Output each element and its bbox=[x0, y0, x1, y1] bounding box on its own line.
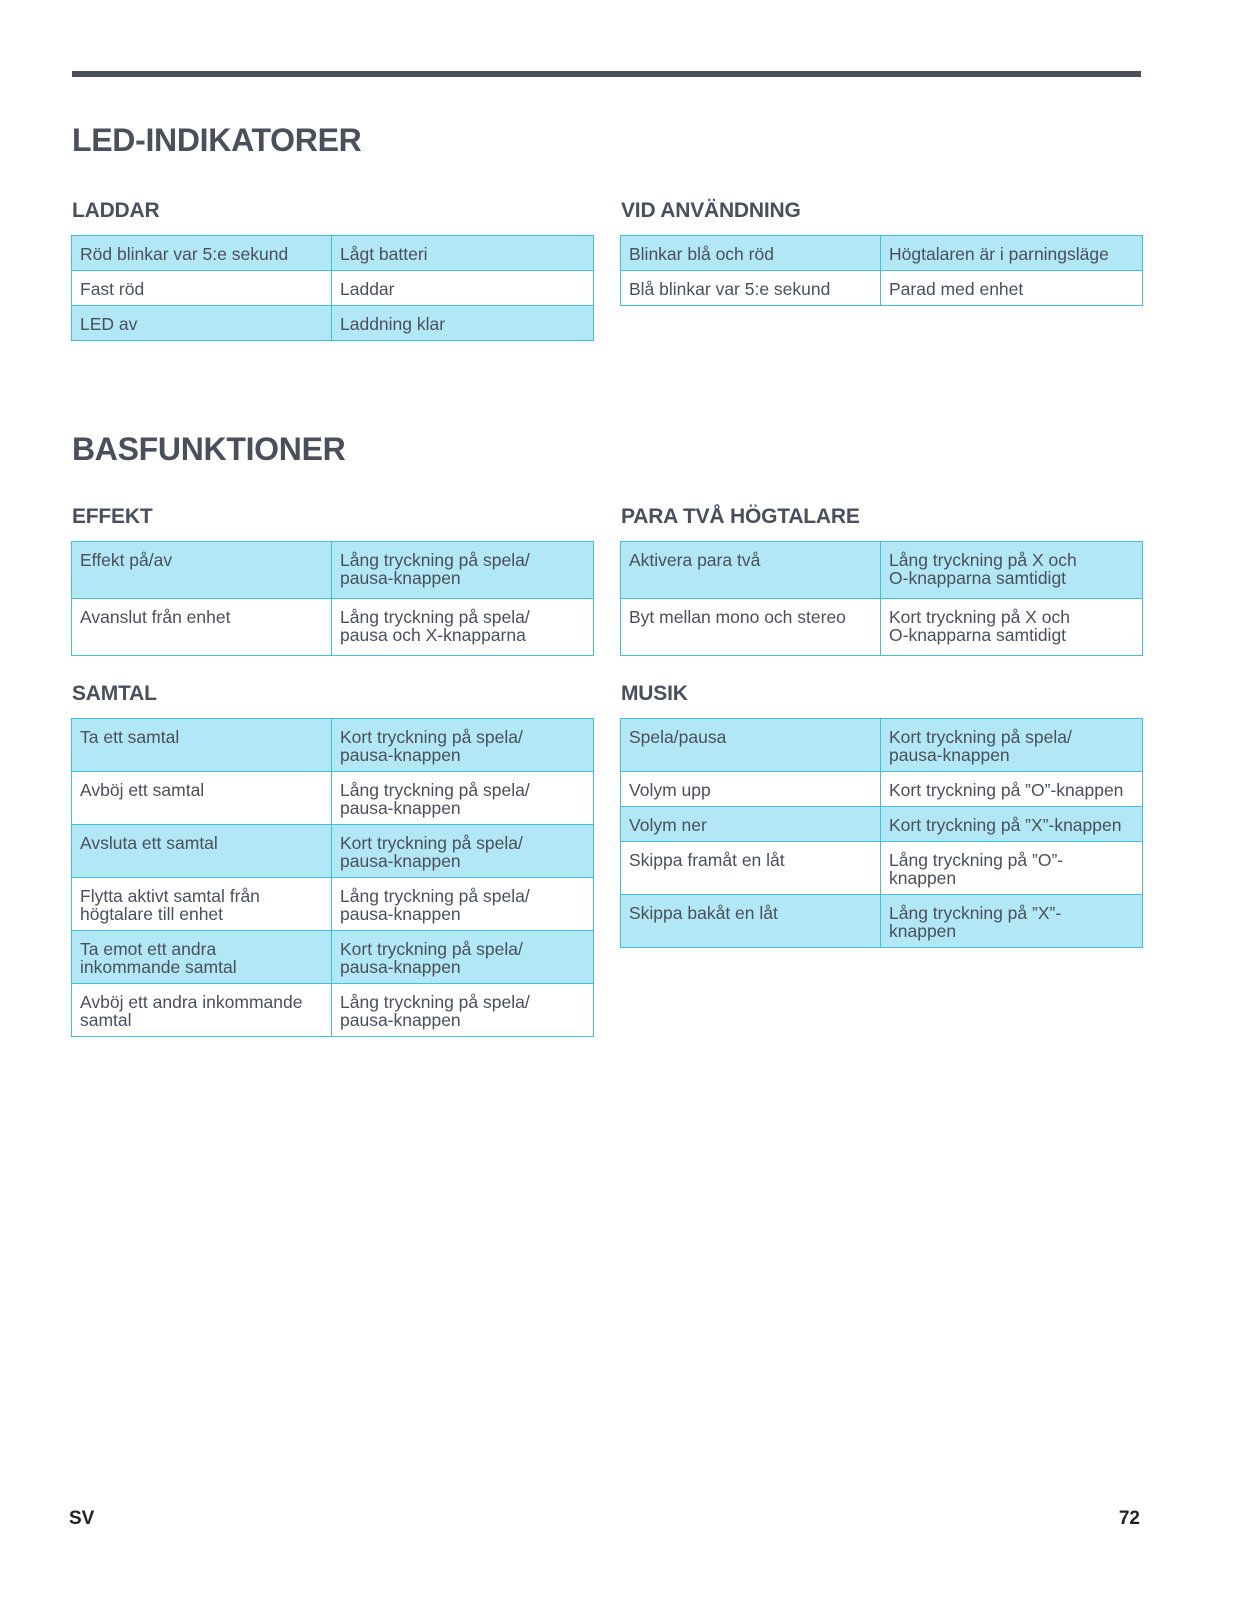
table-cell: Fast röd bbox=[72, 271, 332, 306]
table-cell: Byt mellan mono och stereo bbox=[621, 599, 881, 656]
table-cell: Blinkar blå och röd bbox=[621, 236, 881, 271]
table-cell: Effekt på/av bbox=[72, 542, 332, 599]
subtitle-calls: SAMTAL bbox=[72, 682, 157, 705]
table-cell: Avböj ett samtal bbox=[72, 772, 332, 825]
table-music bbox=[620, 718, 1143, 948]
table-charging bbox=[71, 235, 594, 341]
subtitle-music: MUSIK bbox=[621, 682, 688, 705]
table-cell: Spela/pausa bbox=[621, 719, 881, 772]
table-cell: Lång tryckning på spela/ pausa-knappen bbox=[332, 772, 594, 825]
table-cell: Högtalaren är i parningsläge bbox=[881, 236, 1143, 271]
table-cell: Kort tryckning på ”X”-knappen bbox=[881, 807, 1143, 842]
table-cell: Röd blinkar var 5:e sekund bbox=[72, 236, 332, 271]
table-cell: Blå blinkar var 5:e sekund bbox=[621, 271, 881, 306]
table-cell: Kort tryckning på spela/ pausa-knappen bbox=[881, 719, 1143, 772]
table-cell: Kort tryckning på spela/ pausa-knappen bbox=[332, 931, 594, 984]
table-cell: Lång tryckning på X och O-knapparna samtidigt bbox=[881, 542, 1143, 599]
table-cell: Laddning klar bbox=[332, 306, 594, 341]
table-cell: Lång tryckning på spela/ pausa och X-knapparna bbox=[332, 599, 594, 656]
table-row bbox=[621, 772, 1143, 807]
table-row bbox=[621, 599, 1143, 656]
table-row bbox=[621, 842, 1143, 895]
table-row bbox=[72, 984, 594, 1037]
table-cell: Kort tryckning på ”O”-knappen bbox=[881, 772, 1143, 807]
table-cell: Kort tryckning på spela/ pausa-knappen bbox=[332, 825, 594, 878]
table-row bbox=[72, 931, 594, 984]
table-cell: Avböj ett andra inkommande samtal bbox=[72, 984, 332, 1037]
table-cell: Lång tryckning på spela/ pausa-knappen bbox=[332, 878, 594, 931]
table-row bbox=[621, 542, 1143, 599]
table-cell: Flytta aktivt samtal från högtalare till enhet bbox=[72, 878, 332, 931]
table-cell: Volym upp bbox=[621, 772, 881, 807]
table-power bbox=[71, 541, 594, 656]
table-cell: Laddar bbox=[332, 271, 594, 306]
table-row bbox=[72, 599, 594, 656]
table-row bbox=[621, 236, 1143, 271]
table-row bbox=[621, 719, 1143, 772]
table-cell: Ta emot ett andra inkommande samtal bbox=[72, 931, 332, 984]
table-row bbox=[621, 895, 1143, 948]
table-row bbox=[72, 878, 594, 931]
table-pair-two bbox=[620, 541, 1143, 656]
table-row bbox=[72, 772, 594, 825]
section-title-basic: BASFUNKTIONER bbox=[72, 431, 346, 467]
table-row bbox=[621, 271, 1143, 306]
footer-language: SV bbox=[69, 1508, 95, 1529]
table-cell: LED av bbox=[72, 306, 332, 341]
table-row bbox=[72, 271, 594, 306]
table-cell: Lång tryckning på ”X”- knappen bbox=[881, 895, 1143, 948]
table-cell: Avsluta ett samtal bbox=[72, 825, 332, 878]
table-in-use bbox=[620, 235, 1143, 306]
table-cell: Lång tryckning på ”O”- knappen bbox=[881, 842, 1143, 895]
table-calls bbox=[71, 718, 594, 1037]
table-cell: Lång tryckning på spela/ pausa-knappen bbox=[332, 984, 594, 1037]
table-cell: Kort tryckning på X och O-knapparna samtidigt bbox=[881, 599, 1143, 656]
table-cell: Lång tryckning på spela/ pausa-knappen bbox=[332, 542, 594, 599]
table-cell: Skippa framåt en låt bbox=[621, 842, 881, 895]
subtitle-pair-two: PARA TVÅ HÖGTALARE bbox=[621, 505, 860, 528]
table-cell: Kort tryckning på spela/ pausa-knappen bbox=[332, 719, 594, 772]
table-row bbox=[72, 306, 594, 341]
subtitle-charging: LADDAR bbox=[72, 199, 160, 222]
table-cell: Avanslut från enhet bbox=[72, 599, 332, 656]
table-row bbox=[72, 825, 594, 878]
table-cell: Parad med enhet bbox=[881, 271, 1143, 306]
table-row bbox=[72, 542, 594, 599]
table-cell: Ta ett samtal bbox=[72, 719, 332, 772]
table-row bbox=[621, 807, 1143, 842]
subtitle-in-use: VID ANVÄNDNING bbox=[621, 199, 801, 222]
table-row bbox=[72, 719, 594, 772]
table-row bbox=[72, 236, 594, 271]
table-cell: Volym ner bbox=[621, 807, 881, 842]
table-cell: Lågt batteri bbox=[332, 236, 594, 271]
page-number: 72 bbox=[1118, 1508, 1140, 1529]
table-cell: Skippa bakåt en låt bbox=[621, 895, 881, 948]
subtitle-power: EFFEKT bbox=[72, 505, 153, 528]
top-rule bbox=[72, 71, 1141, 77]
section-title-led: LED-INDIKATORER bbox=[72, 122, 362, 158]
table-cell: Aktivera para två bbox=[621, 542, 881, 599]
